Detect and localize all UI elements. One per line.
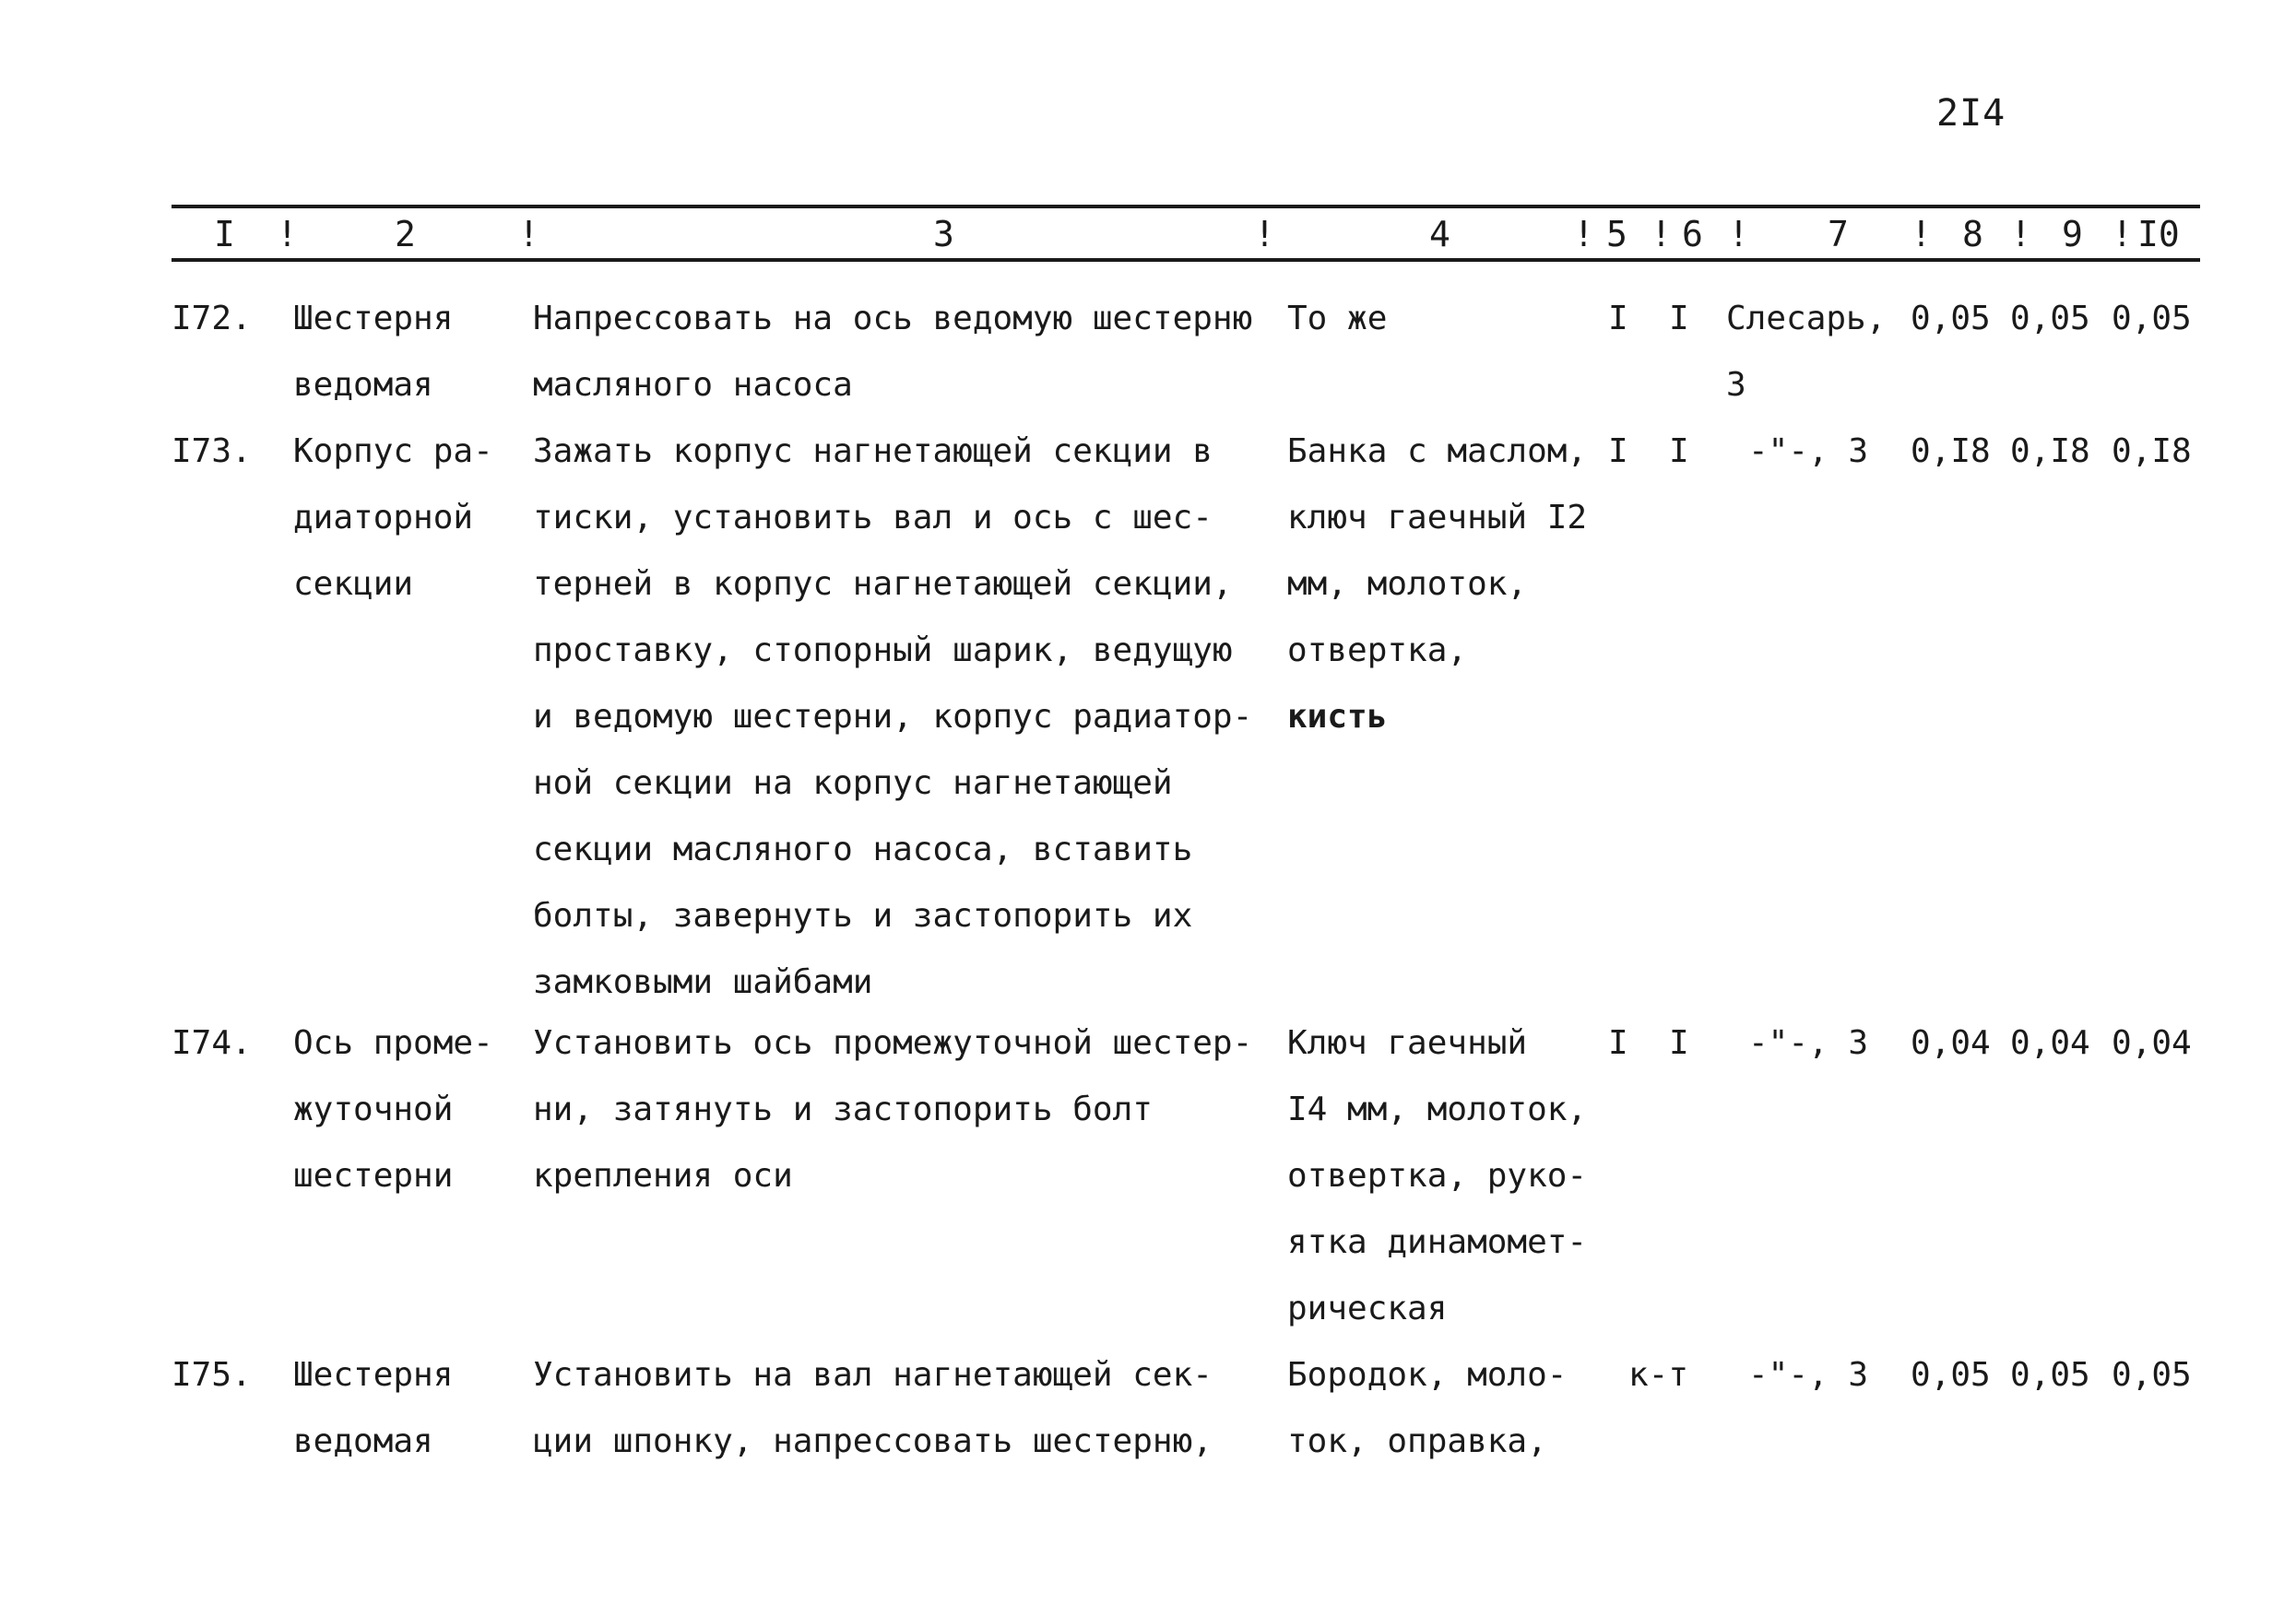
header-sep: ! [1651, 214, 1672, 254]
header-sep: ! [2010, 214, 2031, 254]
worker-text [1726, 286, 1886, 419]
part-name [293, 419, 493, 618]
tools-line: ток, оправка, [1287, 1422, 1547, 1460]
part-line: ведомая [293, 1422, 433, 1460]
col-8-value: 0,05 [1911, 300, 1991, 337]
operation-line: Установить ось промежуточной шестер- [533, 1024, 1253, 1062]
page-number: 2I4 [1936, 92, 2006, 135]
header-col-7: 7 [1828, 214, 1849, 254]
operation-text [533, 286, 1252, 419]
col-5-value: I [1608, 300, 1628, 337]
tools-line: То же [1287, 300, 1388, 337]
table-bottom-rule [172, 258, 2200, 262]
operation-text [533, 1010, 1252, 1209]
operation-line: ной секции на корпус нагнетающей [533, 764, 1173, 802]
row-number: I73. [172, 432, 252, 470]
part-line: жуточной [293, 1091, 454, 1128]
worker-line: -"-, 3 [1748, 1024, 1869, 1062]
tools-line: Ключ гаечный [1287, 1024, 1528, 1062]
operation-line: тиски, установить вал и ось с шес- [533, 499, 1213, 537]
row-number: I72. [172, 300, 252, 337]
header-col-5: 5 [1606, 214, 1627, 254]
col-10-value: 0,04 [2112, 1024, 2192, 1062]
col-5-value: I [1608, 1024, 1628, 1062]
col-9-value: 0,05 [2010, 1356, 2090, 1394]
part-name [293, 1342, 453, 1475]
operation-text [533, 1342, 1213, 1475]
tools-line: ятка динамомет- [1287, 1223, 1588, 1261]
tools-line: мм, молоток, [1287, 565, 1528, 603]
worker-line: 3 [1726, 366, 1746, 404]
col-8-value: 0,05 [1911, 1356, 1991, 1394]
part-line: диаторной [293, 499, 474, 537]
row-number: I74. [172, 1024, 252, 1062]
header-col-10: I0 [2137, 214, 2180, 254]
header-col-6: 6 [1682, 214, 1703, 254]
header-sep: ! [518, 214, 539, 254]
tools-line: отвертка, руко- [1287, 1157, 1588, 1195]
part-name [293, 1010, 493, 1209]
part-name [293, 286, 453, 419]
part-line: секции [293, 565, 414, 603]
operation-line: масляного насоса [533, 366, 853, 404]
header-col-9: 9 [2062, 214, 2083, 254]
tools-text [1287, 1342, 1567, 1475]
header-col-4: 4 [1429, 214, 1450, 254]
col-5-value: I [1608, 432, 1628, 470]
worker-line: -"-, 3 [1748, 432, 1869, 470]
operation-line: проставку, стопорный шарик, ведущую [533, 631, 1233, 669]
operation-line: Установить на вал нагнетающей сек- [533, 1356, 1213, 1394]
header-col-2: 2 [395, 214, 416, 254]
col-10-value: 0,05 [2112, 300, 2192, 337]
operation-line: терней в корпус нагнетающей секции, [533, 565, 1233, 603]
operation-line: секции масляного насоса, вставить [533, 831, 1193, 868]
worker-text [1748, 419, 1868, 485]
header-sep: ! [1573, 214, 1594, 254]
col-10-value: 0,05 [2112, 1356, 2192, 1394]
tools-text [1287, 419, 1587, 750]
table-top-rule [172, 205, 2200, 208]
operation-line: ни, затянуть и застопорить болт [533, 1091, 1153, 1128]
col-8-value: 0,04 [1911, 1024, 1991, 1062]
part-line: Ось проме- [293, 1024, 493, 1062]
tools-line: кисть [1287, 698, 1388, 736]
operation-line: замковыми шайбами [533, 963, 873, 1001]
operation-line: Напрессовать на ось ведомую шестерню [533, 300, 1253, 337]
part-line: Шестерня [293, 1356, 454, 1394]
header-sep: ! [277, 214, 298, 254]
col-8-value: 0,I8 [1911, 432, 1991, 470]
col-10-value: 0,I8 [2112, 432, 2192, 470]
col-9-value: 0,04 [2010, 1024, 2090, 1062]
tools-line: I4 мм, молоток, [1287, 1091, 1588, 1128]
operation-line: и ведомую шестерни, корпус радиатор- [533, 698, 1253, 736]
worker-line: -"-, 3 [1748, 1356, 1869, 1394]
tools-line: Банка с маслом, [1287, 432, 1588, 470]
operation-line: Зажать корпус нагнетающей секции в [533, 432, 1213, 470]
header-col-3: 3 [933, 214, 954, 254]
part-line: шестерни [293, 1157, 454, 1195]
header-sep: ! [1911, 214, 1932, 254]
header-col-8: 8 [1962, 214, 1983, 254]
tools-line: отвертка, [1287, 631, 1468, 669]
operation-line: болты, завернуть и застопорить их [533, 897, 1193, 935]
operation-line: крепления оси [533, 1157, 793, 1195]
col-6-value: I [1669, 300, 1689, 337]
tools-line: рическая [1287, 1290, 1448, 1327]
row-number: I75. [172, 1356, 252, 1394]
worker-line: Слесарь, [1726, 300, 1887, 337]
operation-text [533, 419, 1252, 1016]
tools-line: ключ гаечный I2 [1287, 499, 1588, 537]
part-line: ведомая [293, 366, 433, 404]
col-6-value: I [1669, 432, 1689, 470]
header-sep: ! [1728, 214, 1749, 254]
worker-text [1748, 1342, 1868, 1409]
col-9-value: 0,05 [2010, 300, 2090, 337]
part-line: Шестерня [293, 300, 454, 337]
tools-text [1287, 286, 1387, 352]
header-col-1: I [214, 214, 235, 254]
header-sep: ! [1254, 214, 1275, 254]
col-5-6-value: к-т [1628, 1356, 1689, 1394]
col-9-value: 0,I8 [2010, 432, 2090, 470]
header-sep: ! [2112, 214, 2133, 254]
worker-text [1748, 1010, 1868, 1077]
tools-text [1287, 1010, 1587, 1342]
part-line: Корпус ра- [293, 432, 493, 470]
col-6-value: I [1669, 1024, 1689, 1062]
tools-line: Бородок, моло- [1287, 1356, 1568, 1394]
operation-line: ции шпонку, напрессовать шестерню, [533, 1422, 1213, 1460]
